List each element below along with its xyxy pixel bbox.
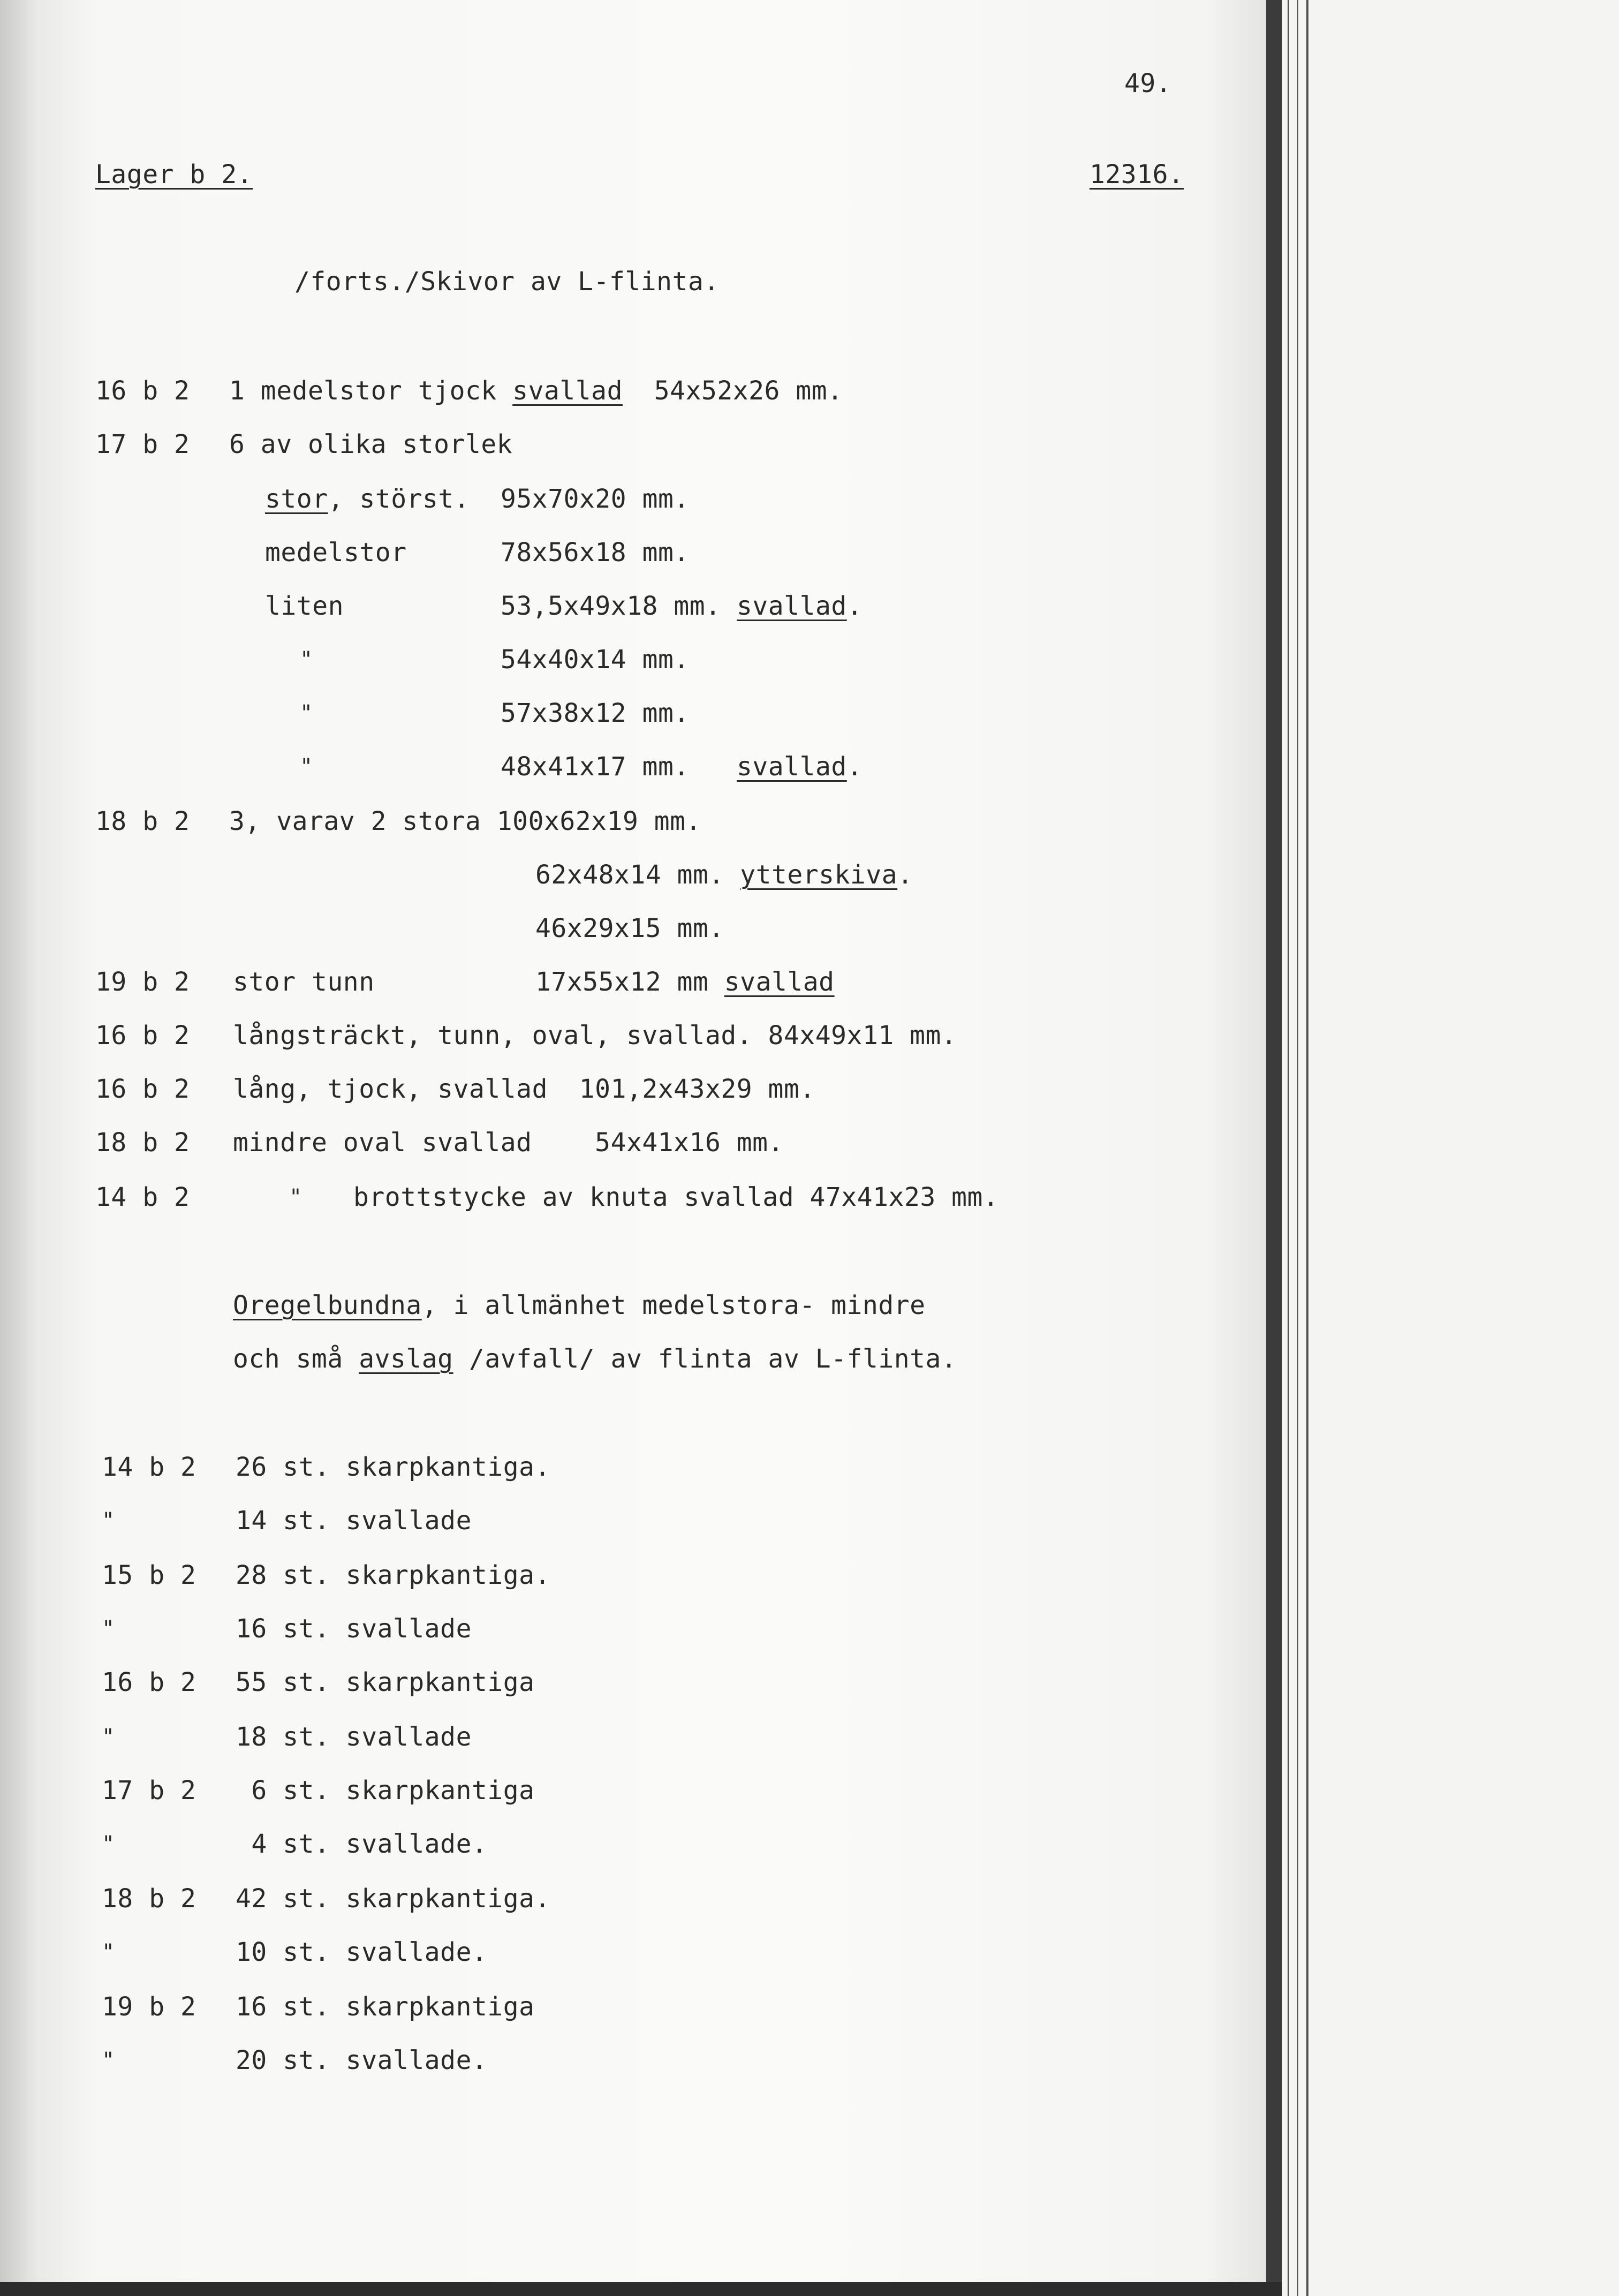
dimensions: 57x38x12 mm.	[501, 698, 690, 728]
count-location: "	[102, 1725, 115, 1749]
dimensions: 54x40x14 mm.	[501, 645, 690, 675]
page-edge-shadow	[1266, 0, 1282, 2296]
row-description: mindre oval svallad 54x41x16 mm.	[233, 1128, 784, 1158]
row-location: 17 b 2	[95, 429, 190, 459]
count-entry: 20 st. svallade.	[236, 2045, 488, 2075]
count-entry: 14 st. svallade	[236, 1506, 472, 1536]
size-label: medelstor	[265, 538, 407, 568]
row-location: 18 b 2	[95, 1128, 190, 1158]
count-location: "	[102, 1940, 115, 1965]
count-entry: 42 st. skarpkantiga.	[236, 1884, 550, 1914]
count-location: "	[102, 1508, 115, 1533]
dimensions: 53,5x49x18 mm. svallad.	[501, 591, 863, 621]
section2-line1: Oregelbundna, i allmänhet medelstora- mindre	[233, 1290, 926, 1320]
page-number: 49.	[1124, 69, 1172, 99]
ditto-mark: "	[300, 754, 313, 779]
row-description: långsträckt, tunn, oval, svallad. 84x49x11 mm.	[233, 1021, 957, 1051]
header-left: Lager b 2.	[95, 160, 253, 190]
row-location: 16 b 2	[95, 1021, 190, 1051]
section-title: /forts./Skivor av L-flinta.	[294, 267, 720, 297]
count-location: 19 b 2	[102, 1992, 196, 2022]
count-location: 18 b 2	[102, 1884, 196, 1914]
row-description: 6 av olika storlek	[229, 429, 513, 459]
dimensions: 46x29x15 mm.	[535, 913, 724, 943]
row-location: 19 b 2	[95, 967, 190, 997]
count-location: 17 b 2	[102, 1776, 196, 1806]
dimensions: 95x70x20 mm.	[501, 484, 690, 514]
count-entry: 16 st. skarpkantiga	[236, 1992, 535, 2022]
count-entry: 55 st. skarpkantiga	[236, 1667, 535, 1697]
dimensions: 48x41x17 mm. svallad.	[501, 752, 863, 782]
section2-line2: och små avslag /avfall/ av flinta av L-flinta.	[233, 1344, 957, 1374]
count-entry: 18 st. svallade	[236, 1722, 472, 1752]
row-description: stor tunn	[233, 967, 375, 997]
scan-bottom-edge	[0, 2282, 1282, 2296]
row-location: 18 b 2	[95, 806, 190, 836]
size-label: stor, störst.	[265, 484, 470, 514]
row-location: 16 b 2	[95, 1074, 190, 1104]
dimensions: 62x48x14 mm. ytterskiva.	[535, 860, 913, 890]
ditto-mark: "	[300, 647, 313, 672]
count-entry: 28 st. skarpkantiga.	[236, 1560, 550, 1590]
page-stack-edge	[1282, 0, 1619, 2296]
header-catalog-number: 12316.	[1090, 160, 1184, 190]
row-location: 16 b 2	[95, 376, 190, 406]
count-location: 15 b 2	[102, 1560, 196, 1590]
dimensions: 78x56x18 mm.	[501, 538, 690, 568]
count-location: 16 b 2	[102, 1667, 196, 1697]
count-entry: 4 st. svallade.	[236, 1829, 488, 1859]
count-location: "	[102, 1832, 115, 1856]
row-description: 3, varav 2 stora 100x62x19 mm.	[229, 806, 701, 836]
count-entry: 16 st. svallade	[236, 1614, 472, 1644]
count-entry: 6 st. skarpkantiga	[236, 1776, 535, 1806]
dimensions: 17x55x12 mm svallad	[535, 967, 835, 997]
row-description: brottstycke av knuta svallad 47x41x23 mm.	[353, 1182, 999, 1212]
count-location: "	[102, 2048, 115, 2073]
size-label: liten	[265, 591, 344, 621]
ditto-mark: "	[300, 701, 313, 726]
row-location: 14 b 2	[95, 1182, 190, 1212]
count-location: "	[102, 1617, 115, 1641]
count-entry: 26 st. skarpkantiga.	[236, 1452, 550, 1482]
row-description: 1 medelstor tjock svallad 54x52x26 mm.	[229, 376, 843, 406]
count-entry: 10 st. svallade.	[236, 1937, 488, 1967]
count-location: 14 b 2	[102, 1452, 196, 1482]
row-description: lång, tjock, svallad 101,2x43x29 mm.	[233, 1074, 815, 1104]
ditto-mark: "	[289, 1185, 302, 1210]
